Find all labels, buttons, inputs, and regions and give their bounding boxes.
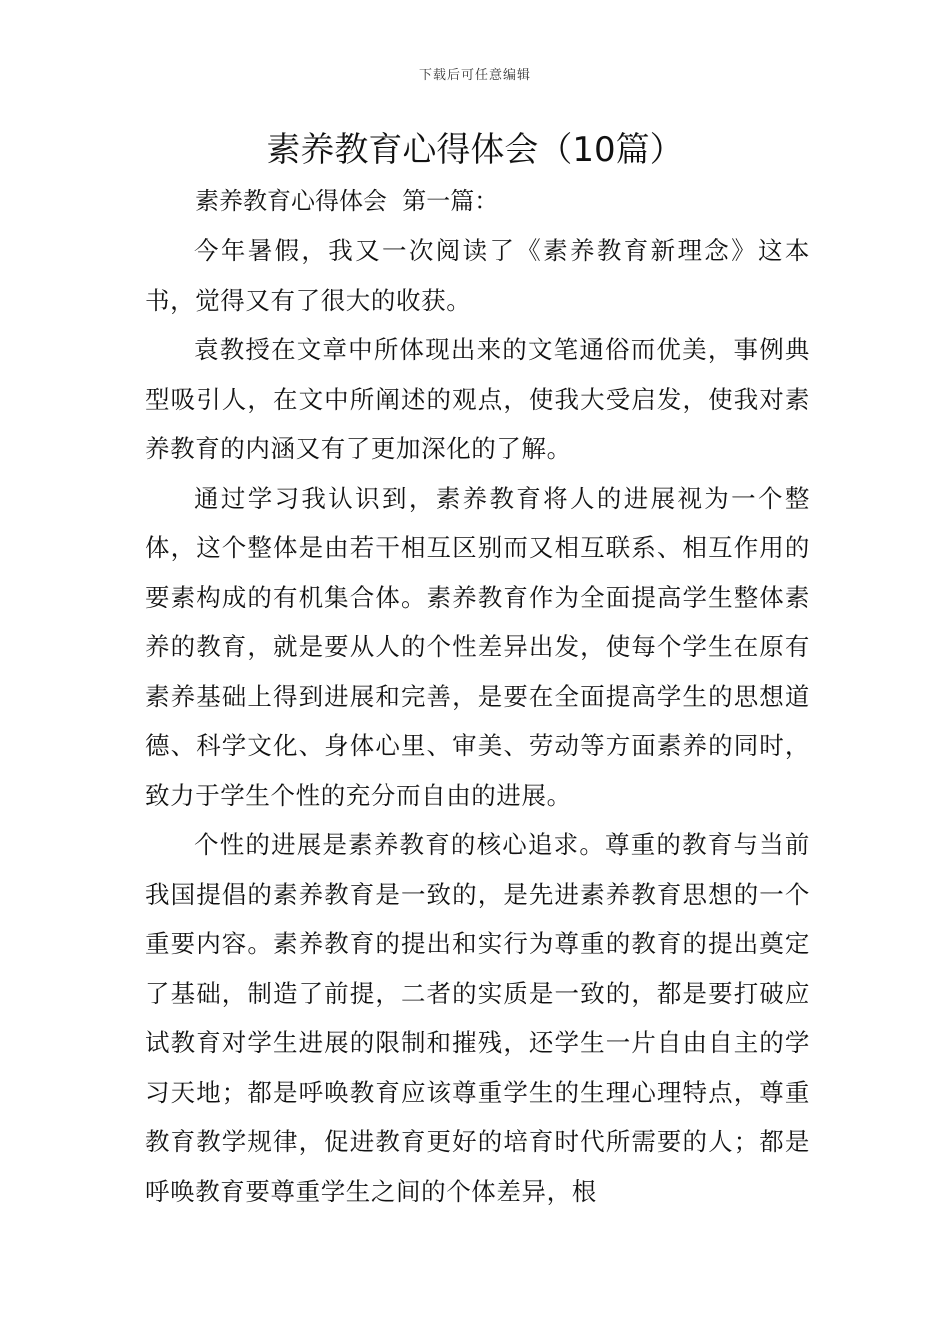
paragraph-1: 今年暑假，我又一次阅读了《素养教育新理念》这本书，觉得又有了很大的收获。: [145, 236, 810, 315]
paragraph-2: 袁教授在文章中所体现出来的文笔通俗而优美，事例典型吸引人，在文中所阐述的观点，使我大受启发，使我对素养教育的内涵又有了更加深化的了解。: [145, 335, 810, 463]
section-heading: 素养教育心得体会 第一篇：: [195, 187, 499, 215]
paragraph-3: 通过学习我认识到，素养教育将人的进展视为一个整体，这个整体是由若干相互区别而又相互联系、相互作用的要素构成的有机集合体。素养教育作为全面提高学生整体素养的教育，就是要从人的个性差异出发，使每个学生在原有素养基础上得到进展和完善，是要在全面提高学生的思想道德、科学文化、身体心里、审美、劳动等方面素养的同时，致力于学生个性的充分而自由的进展。: [145, 483, 810, 810]
document-title: 素养教育心得体会（10篇）: [266, 130, 684, 170]
document-body: [145, 226, 810, 1216]
header-note: 下载后可任意编辑: [418, 68, 531, 83]
paragraph-4: 个性的进展是素养教育的核心追求。尊重的教育与当前我国提倡的素养教育是一致的，是先进素养教育思想的一个重要内容。素养教育的提出和实行为尊重的教育的提出奠定了基础，制造了前提，二者的实质是一致的，都是要打破应试教育对学生进展的限制和摧残，还学生一片自由自主的学习天地；都是呼唤教育应该尊重学生的生理心理特点，尊重教育教学规律，促进教育更好的培育时代所需要的人；都是呼唤教育要尊重学生之间的个体差异，根: [145, 830, 810, 1206]
